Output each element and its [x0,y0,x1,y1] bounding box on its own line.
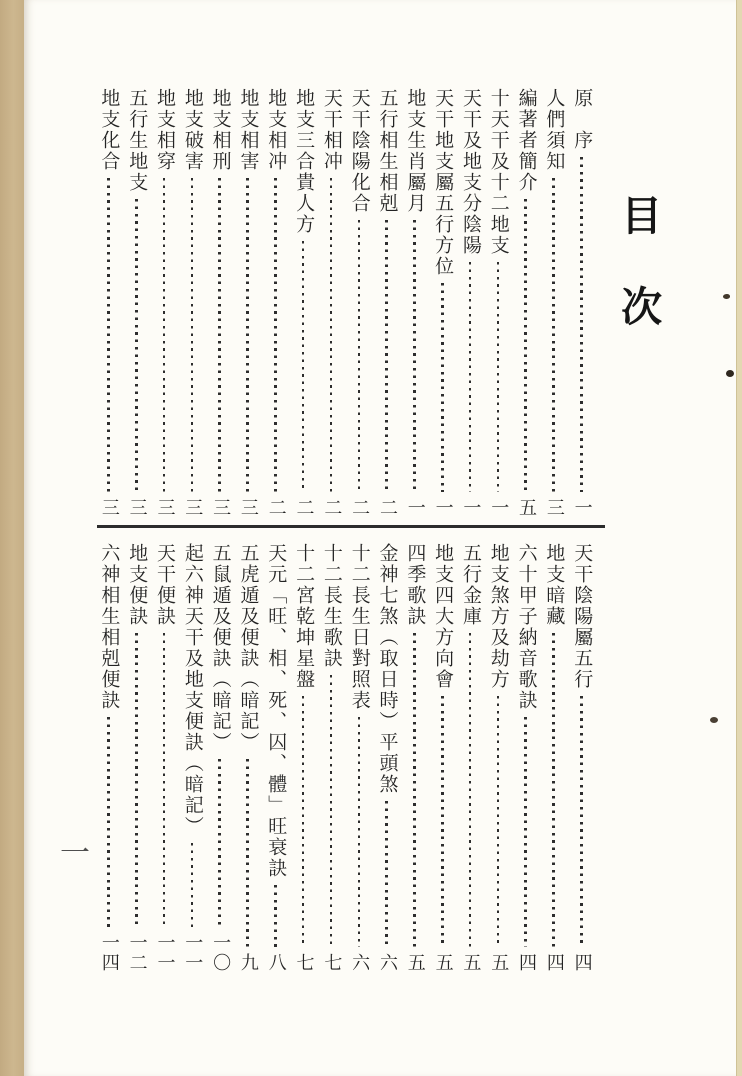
dotted-leader [191,178,194,492]
dotted-leader [191,843,194,927]
toc-entry-title: 人們須知 [543,88,566,172]
toc-entry-title: 四季歌訣 [404,543,427,627]
toc-entry-title: 天干便訣 [154,543,177,627]
toc-entry [512,88,539,518]
toc-entry [234,543,261,973]
toc-entry-title: 地支生肖屬月 [404,88,427,214]
dotted-leader [218,178,221,492]
dotted-leader [246,178,249,492]
dotted-leader [497,696,500,947]
dotted-leader [497,262,500,492]
toc-entry-page-number: 七 [321,953,343,973]
toc-entry-page-number: 三 [237,498,259,518]
ink-speck [723,294,730,299]
dotted-leader [413,220,416,492]
dotted-leader [469,633,472,947]
dotted-leader [385,220,388,492]
toc-entry-page-number: 一四 [98,933,120,973]
toc-entry-title: 地支四大方向會 [432,543,455,690]
toc-entry-title: 十天干及十二地支 [487,88,510,256]
dotted-leader [163,633,166,927]
toc-entry-title: 地支煞方及劫方 [487,543,510,690]
toc-entry-title: 五虎遁及便訣（暗記） [237,543,260,753]
toc-entry-page-number: 一 [404,498,426,518]
dotted-leader [413,633,416,947]
toc-entry-page-number: 七 [293,953,315,973]
toc-entry-title: 地支便訣 [126,543,149,627]
toc-entry-title: 五行生地支 [126,88,149,193]
toc-entry-title: 地支破害 [181,88,204,172]
toc-entry-page-number: 三 [126,498,148,518]
dotted-leader [163,178,166,492]
toc-entry-title: 編著者簡介 [515,88,538,193]
toc-entry-title: 地支暗藏 [543,543,566,627]
toc-main-section [95,543,595,973]
toc-entry-title: 地支相刑 [209,88,232,172]
toc-entry-page-number: 三 [182,498,204,518]
toc-entry [484,88,511,518]
ink-speck [710,717,718,723]
toc-entry-page-number: 一〇 [210,933,232,973]
toc-entry [318,543,345,973]
toc-entry-page-number: 二 [321,498,343,518]
toc-entry [262,88,289,518]
toc-entry-page-number: 三 [543,498,565,518]
dotted-leader [441,696,444,947]
dotted-leader [358,717,361,947]
dotted-leader [441,283,444,492]
dotted-leader [469,262,472,492]
toc-entry [290,88,317,518]
toc-entry-title: 十二長生日對照表 [348,543,371,711]
dotted-leader [274,885,277,947]
toc-entry-title: 天元「旺、相、死、囚、體」旺衰訣 [265,543,288,879]
toc-entry-title: 原 序 [571,88,594,151]
toc-entry-title: 十二宮乾坤星盤 [293,543,316,690]
toc-entry-title: 五鼠遁及便訣（暗記） [209,543,232,753]
toc-entry-page-number: 四 [543,953,565,973]
toc-entry [568,543,595,973]
toc-entry-page-number: 三 [154,498,176,518]
toc-entry-title: 天干及地支分陰陽 [459,88,482,256]
toc-entry [178,543,205,973]
toc-entry [151,543,178,973]
toc-entry-page-number: 九 [237,953,259,973]
toc-entry-page-number: 五 [432,953,454,973]
toc-entry [568,88,595,518]
toc-entry-title: 天干陰陽屬五行 [571,543,594,690]
toc-entry-title: 地支化合 [98,88,121,172]
toc-entry-title: 地支相害 [237,88,260,172]
dotted-leader [246,759,249,947]
toc-entry-page-number: 五 [404,953,426,973]
toc-entry-title: 地支相冲 [265,88,288,172]
toc-entry-title: 六神相生相剋便訣 [98,543,121,711]
toc-entry-page-number: 八 [265,953,287,973]
toc-entry-title: 金神七煞（取日時）平頭煞 [376,543,399,795]
toc-entry [95,543,122,973]
folio-page-number: 一 [60,836,90,871]
toc-entry [123,543,150,973]
toc-entry [151,88,178,518]
toc-entry-page-number: 一 [460,498,482,518]
toc-entry-title: 地支三合貴人方 [293,88,316,235]
toc-front-matter-section [95,88,595,518]
toc-entry [123,88,150,518]
toc-entry [262,543,289,973]
toc-entry [373,88,400,518]
toc-entry-page-number: 二 [376,498,398,518]
toc-entry-title: 天干陰陽化合 [348,88,371,214]
toc-entry-title: 六十甲子納音歌訣 [515,543,538,711]
toc-entry [206,543,233,973]
toc-entry-title: 地支相穿 [154,88,177,172]
toc-entry-page-number: 一 [488,498,510,518]
dotted-leader [302,241,305,492]
toc-entry [318,88,345,518]
toc-entry-page-number: 五 [460,953,482,973]
toc-entry-title: 天干相冲 [320,88,343,172]
toc-entry [234,88,261,518]
toc-entry-page-number: 五 [488,953,510,973]
toc-entry-page-number: 二 [349,498,371,518]
toc-entry-page-number: 三 [98,498,120,518]
toc-entry-title: 天干地支屬五行方位 [432,88,455,277]
dotted-leader [135,199,138,492]
toc-entry-page-number: 二 [293,498,315,518]
toc-entry [512,543,539,973]
toc-entry [429,543,456,973]
toc-entry-page-number: 四 [516,953,538,973]
toc-entry [484,543,511,973]
dotted-leader [524,199,527,492]
toc-entry-page-number: 一一 [154,933,176,973]
toc-entry-page-number: 六 [349,953,371,973]
toc-entry [373,543,400,973]
toc-entry [345,543,372,973]
dotted-leader [107,717,110,927]
dotted-leader [552,178,555,492]
toc-entry [457,543,484,973]
dotted-leader [330,675,333,947]
toc-entry-page-number: 一 [571,498,593,518]
page-right-edge [736,0,742,1076]
dotted-leader [330,178,333,492]
toc-entry [95,88,122,518]
dotted-leader [135,633,138,927]
toc-entry-page-number: 二 [265,498,287,518]
dotted-leader [580,696,583,947]
toc-entry [178,88,205,518]
toc-entry-page-number: 一二 [126,933,148,973]
toc-entry [290,543,317,973]
dotted-leader [580,157,583,492]
dotted-leader [524,717,527,947]
toc-entry-page-number: 一 [432,498,454,518]
dotted-leader [107,178,110,492]
toc-entry [401,88,428,518]
toc-entry [345,88,372,518]
toc-entry-page-number: 三 [210,498,232,518]
page-title: 目次 [614,194,663,376]
toc-entry-title: 五行金庫 [459,543,482,627]
section-divider-rule [97,525,605,528]
toc-entry [540,543,567,973]
ink-speck [726,370,734,377]
dotted-leader [358,220,361,492]
toc-entry [429,88,456,518]
dotted-leader [302,696,305,947]
dotted-leader [218,759,221,927]
toc-entry-page-number: 六 [376,953,398,973]
toc-entry-page-number: 一一 [182,933,204,973]
toc-entry-title: 十二長生歌訣 [320,543,343,669]
toc-entry [206,88,233,518]
book-spine-edge [0,0,24,1076]
toc-entry [540,88,567,518]
dotted-leader [274,178,277,492]
toc-entry [401,543,428,973]
dotted-leader [385,801,388,947]
toc-entry-page-number: 五 [516,498,538,518]
dotted-leader [552,633,555,947]
toc-entry-title: 起六神天干及地支便訣（暗記） [181,543,204,837]
toc-entry-page-number: 四 [571,953,593,973]
toc-entry [457,88,484,518]
toc-entry-title: 五行相生相剋 [376,88,399,214]
